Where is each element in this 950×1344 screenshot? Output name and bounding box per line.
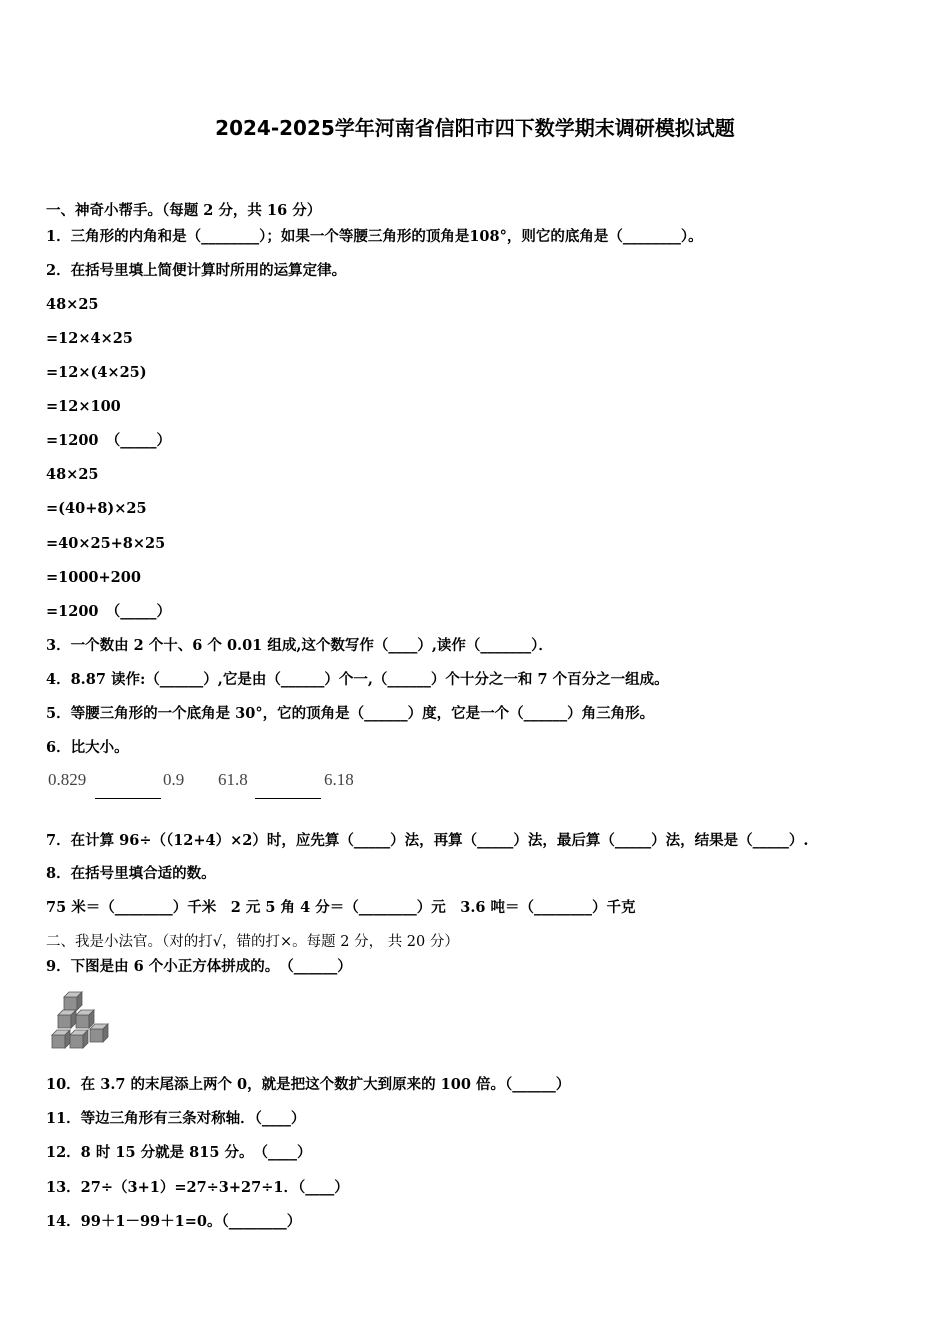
calc-line: =12×100 [46, 398, 121, 415]
question-9: 9．下图是由 6 个小正方体拼成的。 （______） [46, 958, 352, 975]
stacked-cubes-icon [50, 990, 120, 1056]
question-8-items: 75 米＝（________）千米 2 元 5 角 4 分＝（________）元 3.6 吨＝（________）千克 [46, 899, 636, 916]
calc-line: 48×25 [46, 466, 99, 483]
section-1-heading: 一、神奇小帮手。（每题 2 分，共 16 分） [46, 202, 322, 219]
section-2-heading: 二、我是小法官。（对的打√，错的打×。每题 2 分， 共 20 分） [46, 934, 459, 950]
question-3: 3．一个数由 2 个十、6 个 0.01 组成,这个数写作（____）,读作（_______）． [46, 637, 553, 654]
calc-line: =1200 （_____） [46, 432, 172, 449]
compare-value: 0.9 [163, 770, 185, 789]
question-5: 5．等腰三角形的一个底角是 30°，它的顶角是（______）度，它是一个（______）角三角形。 [46, 705, 655, 722]
compare-blank [255, 798, 321, 799]
question-13: 13．27÷（3+1）=27÷3+27÷1．（____） [46, 1179, 349, 1196]
question-14: 14．99＋1－99＋1=0。（________） [46, 1213, 302, 1230]
compare-blank [95, 798, 161, 799]
calc-line: 48×25 [46, 296, 99, 313]
calc-line: =12×(4×25) [46, 364, 147, 381]
calc-line: =(40+8)×25 [46, 500, 147, 517]
calc-line: =12×4×25 [46, 330, 133, 347]
question-7: 7．在计算 96÷（（12+4）×2）时，应先算（_____）法，再算（_____）法，最后算（_____）法，结果是（_____）. [46, 832, 809, 849]
calc-line: =40×25+8×25 [46, 535, 166, 552]
question-8: 8．在括号里填合适的数。 [46, 865, 216, 882]
page-title: 2024-2025学年河南省信阳市四下数学期末调研模拟试题 [215, 116, 735, 140]
question-11: 11．等边三角形有三条对称轴．（____） [46, 1110, 306, 1127]
compare-value: 0.829 [48, 770, 87, 789]
question-12: 12．8 时 15 分就是 815 分。 （____） [46, 1144, 312, 1161]
question-4: 4．8.87 读作:（______）,它是由（______）个一,（______）个十分之一和 7 个百分之一组成。 [46, 671, 669, 688]
calc-line: =1200 （_____） [46, 603, 172, 620]
question-10: 10．在 3.7 的末尾添上两个 0，就是把这个数扩大到原来的 100 倍。（______） [46, 1076, 571, 1093]
question-2: 2．在括号里填上简便计算时所用的运算定律。 [46, 262, 347, 279]
compare-value: 61.8 [218, 770, 248, 789]
calc-line: =1000+200 [46, 569, 141, 586]
question-6: 6．比大小。 [46, 739, 129, 756]
question-1: 1．三角形的内角和是（________）；如果一个等腰三角形的顶角是108°，则它的底角是（________）。 [46, 228, 703, 245]
compare-value: 6.18 [324, 770, 354, 789]
